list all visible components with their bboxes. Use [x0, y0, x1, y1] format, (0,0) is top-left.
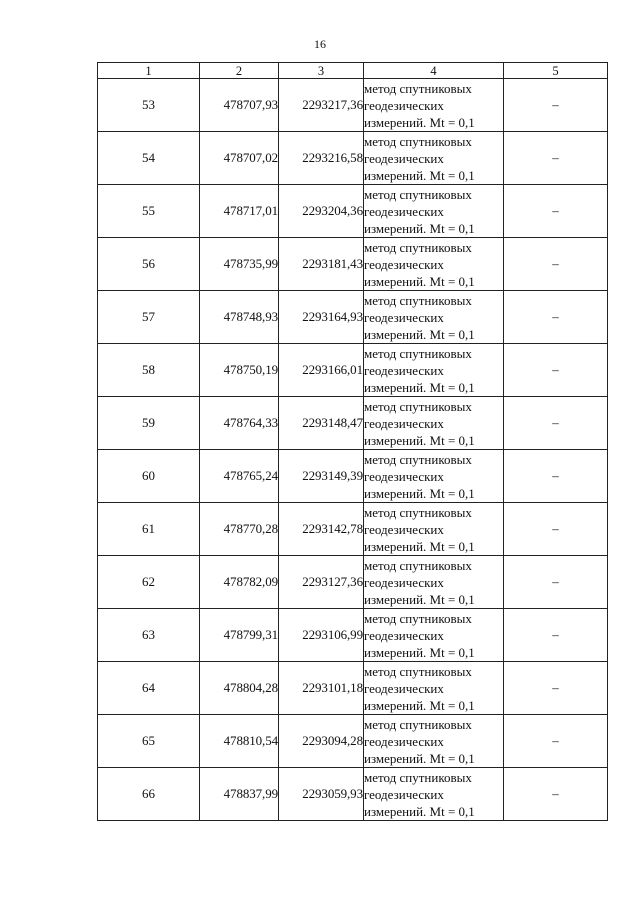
point-number-cell: 62 [98, 556, 200, 609]
y-coordinate-cell: 2293181,43 [279, 238, 364, 291]
point-number-cell: 61 [98, 503, 200, 556]
note-cell: – [504, 132, 608, 185]
method-text: метод спутниковых геодезических измерений. Mt = 0,1 [364, 663, 475, 713]
header-cell-4: 4 [364, 63, 504, 79]
point-number-cell: 60 [98, 450, 200, 503]
method-cell [364, 662, 504, 715]
table-row [98, 662, 608, 715]
point-number-cell: 64 [98, 662, 200, 715]
method-cell [364, 291, 504, 344]
table-row [98, 79, 608, 132]
x-coordinate-cell: 478707,93 [200, 79, 279, 132]
table-row [98, 238, 608, 291]
method-text: метод спутниковых геодезических измерений. Mt = 0,1 [364, 716, 475, 766]
note-cell: – [504, 503, 608, 556]
point-number-cell: 55 [98, 185, 200, 238]
method-text: метод спутниковых геодезических измерений. Mt = 0,1 [364, 557, 475, 607]
note-cell: – [504, 344, 608, 397]
x-coordinate-cell: 478770,28 [200, 503, 279, 556]
y-coordinate-cell: 2293216,58 [279, 132, 364, 185]
point-number-cell: 53 [98, 79, 200, 132]
method-cell [364, 556, 504, 609]
method-text: метод спутниковых геодезических измерений. Mt = 0,1 [364, 292, 475, 342]
method-text: метод спутниковых геодезических измерений. Mt = 0,1 [364, 133, 475, 183]
x-coordinate-cell: 478748,93 [200, 291, 279, 344]
note-cell: – [504, 397, 608, 450]
header-cell-3: 3 [279, 63, 364, 79]
x-coordinate-cell: 478799,31 [200, 609, 279, 662]
note-cell: – [504, 238, 608, 291]
x-coordinate-cell: 478810,54 [200, 715, 279, 768]
y-coordinate-cell: 2293059,93 [279, 768, 364, 821]
method-cell [364, 397, 504, 450]
point-number-cell: 56 [98, 238, 200, 291]
table-row [98, 185, 608, 238]
y-coordinate-cell: 2293106,99 [279, 609, 364, 662]
x-coordinate-cell: 478837,99 [200, 768, 279, 821]
point-number-cell: 63 [98, 609, 200, 662]
header-cell-5: 5 [504, 63, 608, 79]
x-coordinate-cell: 478750,19 [200, 344, 279, 397]
method-cell [364, 609, 504, 662]
header-row [98, 63, 608, 79]
method-cell [364, 185, 504, 238]
method-cell [364, 715, 504, 768]
method-cell [364, 238, 504, 291]
x-coordinate-cell: 478764,33 [200, 397, 279, 450]
method-text: метод спутниковых геодезических измерений. Mt = 0,1 [364, 769, 475, 819]
x-coordinate-cell: 478765,24 [200, 450, 279, 503]
method-text: метод спутниковых геодезических измерений. Mt = 0,1 [364, 398, 475, 448]
method-cell [364, 503, 504, 556]
method-text: метод спутниковых геодезических измерений. Mt = 0,1 [364, 345, 475, 395]
y-coordinate-cell: 2293166,01 [279, 344, 364, 397]
method-text: метод спутниковых геодезических измерений. Mt = 0,1 [364, 610, 475, 660]
table-row [98, 768, 608, 821]
y-coordinate-cell: 2293094,28 [279, 715, 364, 768]
coordinates-table [97, 62, 608, 821]
method-cell [364, 79, 504, 132]
note-cell: – [504, 185, 608, 238]
note-cell: – [504, 556, 608, 609]
table-row [98, 291, 608, 344]
method-text: метод спутниковых геодезических измерений. Mt = 0,1 [364, 239, 475, 289]
method-text: метод спутниковых геодезических измерений. Mt = 0,1 [364, 504, 475, 554]
y-coordinate-cell: 2293204,36 [279, 185, 364, 238]
method-cell [364, 768, 504, 821]
note-cell: – [504, 609, 608, 662]
x-coordinate-cell: 478735,99 [200, 238, 279, 291]
header-cell-2: 2 [200, 63, 279, 79]
note-cell: – [504, 768, 608, 821]
table-row [98, 397, 608, 450]
table-header [98, 63, 608, 79]
method-text: метод спутниковых геодезических измерений. Mt = 0,1 [364, 80, 475, 130]
y-coordinate-cell: 2293217,36 [279, 79, 364, 132]
table-body [98, 79, 608, 821]
method-text: метод спутниковых геодезических измерений. Mt = 0,1 [364, 186, 475, 236]
method-cell [364, 344, 504, 397]
note-cell: – [504, 450, 608, 503]
header-cell-1: 1 [98, 63, 200, 79]
note-cell: – [504, 291, 608, 344]
y-coordinate-cell: 2293101,18 [279, 662, 364, 715]
x-coordinate-cell: 478707,02 [200, 132, 279, 185]
table-row [98, 503, 608, 556]
point-number-cell: 54 [98, 132, 200, 185]
note-cell: – [504, 79, 608, 132]
method-cell [364, 450, 504, 503]
method-text: метод спутниковых геодезических измерений. Mt = 0,1 [364, 451, 475, 501]
y-coordinate-cell: 2293127,36 [279, 556, 364, 609]
method-cell [364, 132, 504, 185]
x-coordinate-cell: 478804,28 [200, 662, 279, 715]
y-coordinate-cell: 2293142,78 [279, 503, 364, 556]
point-number-cell: 65 [98, 715, 200, 768]
note-cell: – [504, 715, 608, 768]
table-row [98, 556, 608, 609]
point-number-cell: 57 [98, 291, 200, 344]
table-row [98, 609, 608, 662]
x-coordinate-cell: 478782,09 [200, 556, 279, 609]
y-coordinate-cell: 2293149,39 [279, 450, 364, 503]
note-cell: – [504, 662, 608, 715]
table-row [98, 715, 608, 768]
point-number-cell: 59 [98, 397, 200, 450]
y-coordinate-cell: 2293148,47 [279, 397, 364, 450]
table-row [98, 344, 608, 397]
page-number: 16 [314, 37, 326, 51]
table-row [98, 132, 608, 185]
y-coordinate-cell: 2293164,93 [279, 291, 364, 344]
point-number-cell: 66 [98, 768, 200, 821]
point-number-cell: 58 [98, 344, 200, 397]
table-row [98, 450, 608, 503]
x-coordinate-cell: 478717,01 [200, 185, 279, 238]
